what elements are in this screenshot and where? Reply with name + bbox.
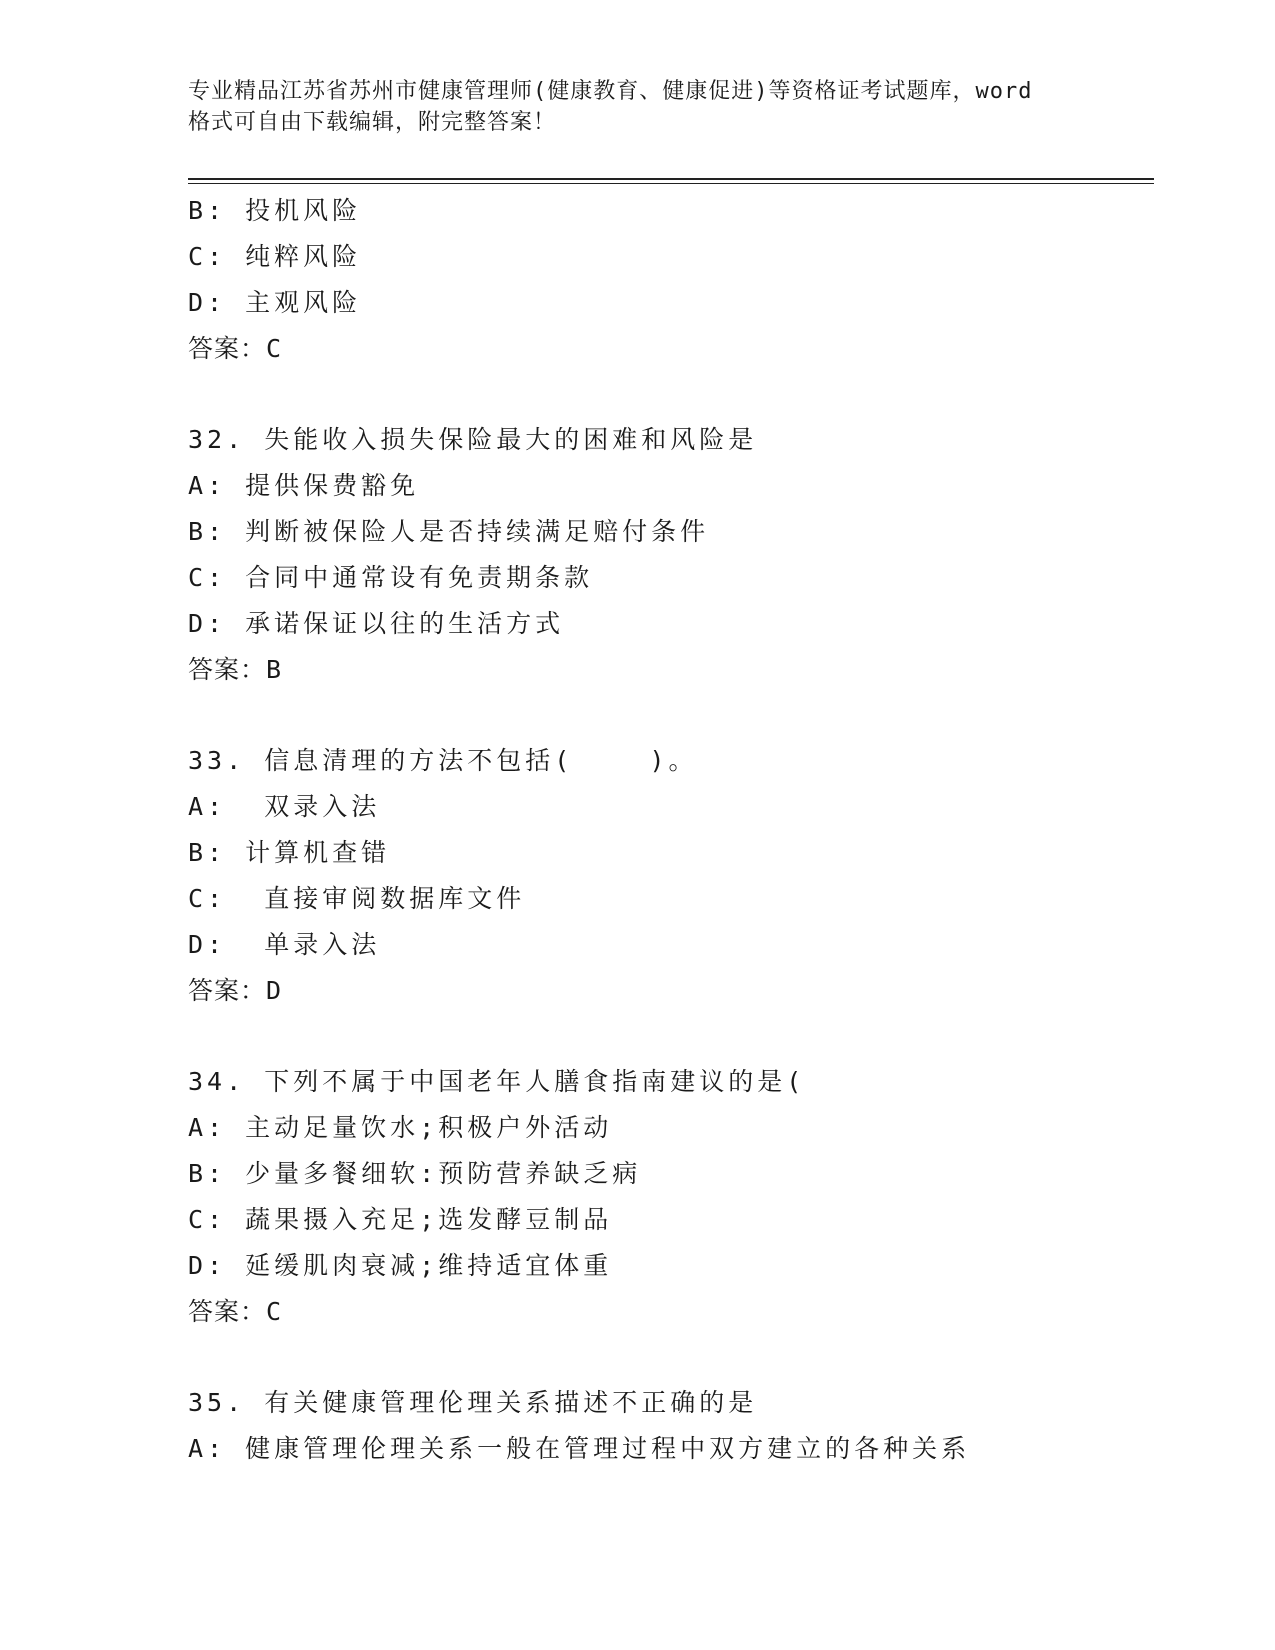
answer-label: 答案：: [188, 334, 267, 363]
answer-value: D: [266, 976, 283, 1005]
answer-value: C: [266, 1297, 283, 1326]
option-b: B: 计算机查错: [188, 838, 391, 867]
answer-label: 答案：: [188, 1297, 267, 1326]
question-gap: [188, 1014, 1154, 1059]
option-a: A: 提供保费豁免: [188, 471, 420, 500]
answer-line: [188, 647, 1154, 693]
answer-line: [188, 1289, 1154, 1335]
answer-value: C: [266, 334, 283, 363]
header-line-2: 格式可自由下载编辑，附完整答案！: [188, 110, 557, 135]
option-b: B: 判断被保险人是否持续满足赔付条件: [188, 517, 710, 546]
question-31-tail: [188, 188, 1154, 372]
question-34: [188, 1059, 1154, 1335]
header-line-1: 专业精品江苏省苏州市健康管理师(健康教育、健康促进)等资格证考试题库，word: [188, 79, 1033, 104]
option-d: D: 承诺保证以往的生活方式: [188, 609, 565, 638]
question-32: [188, 417, 1154, 693]
option-a: A: 双录入法: [188, 792, 381, 821]
question-title: 32. 失能收入损失保险最大的困难和风险是: [188, 425, 758, 454]
option-a: A: 健康管理伦理关系一般在管理过程中双方建立的各种关系: [188, 1434, 971, 1463]
header-divider-thin: [188, 183, 1154, 184]
document-header: [188, 76, 1088, 138]
option-b: B: 少量多餐细软:预防营养缺乏病: [188, 1159, 642, 1188]
option-c: C: 直接审阅数据库文件: [188, 884, 526, 913]
header-divider-thick: [188, 178, 1154, 180]
question-gap: [188, 1335, 1154, 1380]
question-list: [188, 188, 1154, 1472]
question-gap: [188, 372, 1154, 417]
question-gap: [188, 693, 1154, 738]
option-a: A: 主动足量饮水;积极户外活动: [188, 1113, 613, 1142]
answer-line: [188, 326, 1154, 372]
option-d: D: 主观风险: [188, 288, 362, 317]
answer-label: 答案：: [188, 655, 267, 684]
option-d: D: 延缓肌肉衰减;维持适宜体重: [188, 1251, 613, 1280]
option-b: B: 投机风险: [188, 196, 362, 225]
option-c: C: 蔬果摄入充足;选发酵豆制品: [188, 1205, 613, 1234]
question-33: [188, 738, 1154, 1014]
question-title: 34. 下列不属于中国老年人膳食指南建议的是(: [188, 1067, 806, 1096]
question-title: 33. 信息清理的方法不包括( )。: [188, 746, 698, 775]
answer-label: 答案：: [188, 976, 267, 1005]
option-d: D: 单录入法: [188, 930, 381, 959]
question-35: [188, 1380, 1154, 1472]
question-title: 35. 有关健康管理伦理关系描述不正确的是: [188, 1388, 758, 1417]
option-c: C: 纯粹风险: [188, 242, 362, 271]
answer-line: [188, 968, 1154, 1014]
answer-value: B: [266, 655, 283, 684]
option-c: C: 合同中通常设有免责期条款: [188, 563, 594, 592]
